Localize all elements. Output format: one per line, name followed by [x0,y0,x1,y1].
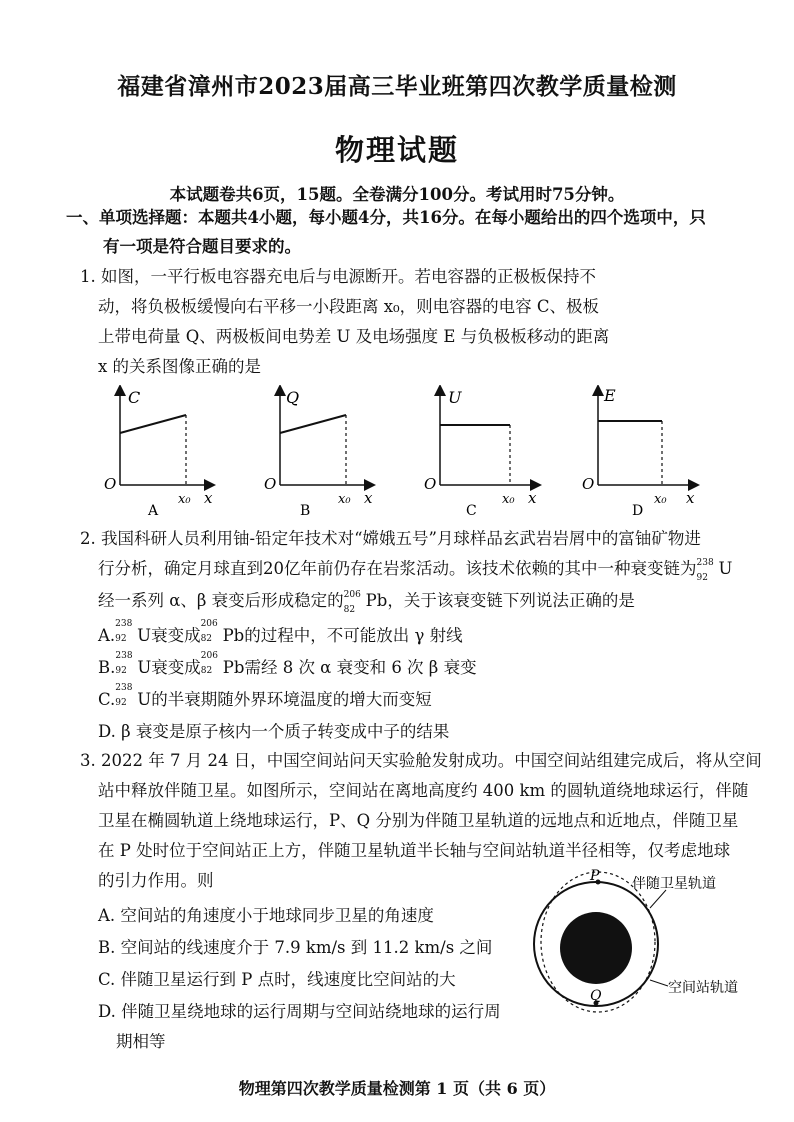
graph-b-xlabel: x [364,489,373,507]
graph-c-x0: x₀ [502,492,515,507]
q3-option-d[interactable]: D. 伴随卫星绕地球的运行周期与空间站绕地球的运行周 [98,1002,501,1021]
graph-a-xlabel: x [204,489,213,507]
graph-c-xlabel: x [528,489,537,507]
graph-b-ylabel: Q [286,388,300,407]
graph-a-ylabel: C [128,388,141,407]
graph-b-origin: O [264,475,277,493]
q3-option-c[interactable]: C. 伴随卫星运行到 P 点时，线速度比空间站的大 [98,970,456,989]
subject-title: 物理试题 [334,133,459,167]
q3-option-a[interactable]: A. 空间站的角速度小于地球同步卫星的角速度 [98,906,434,925]
q3-line: 3. 2022 年 7 月 24 日，中国空间站问天实验舱发射成功。中国空间站组建完成后，将从空间 [80,751,762,770]
orbit-figure [528,868,778,1038]
graph-c-origin: O [424,475,437,493]
q3-line: 卫星在椭圆轨道上绕地球运行，P、Q 分别为伴随卫星轨道的远地点和近地点，伴随卫星 [98,811,739,830]
graph-c-ylabel: U [448,388,462,407]
graph-a-x0: x₀ [178,492,191,507]
graph-a-origin: O [104,475,117,493]
label-station-orbit: 空间站轨道 [668,980,738,996]
q1-graphs [100,385,740,525]
q2-option-a[interactable]: A. 238 92 U衰变成 206 82 Pb的过程中，不可能放出 γ 射线 [98,619,463,645]
q3-line: 站中释放伴随卫星。如图所示，空间站在离地高度约 400 km 的圆轨道绕地球运行，伴随 [98,781,749,800]
label-p: P [590,868,600,884]
q2-option-c[interactable]: C. 238 92 U的半衰期随外界环境温度的增大而变短 [98,683,432,709]
graph-a-option: A [148,503,159,519]
exam-info: 本试题卷共6页，15题。全卷满分100分。考试用时75分钟。 [169,185,625,204]
graph-a[interactable] [104,388,213,519]
graph-b-x0: x₀ [338,492,351,507]
graph-d-xlabel: x [686,489,695,507]
page-footer: 物理第四次教学质量检测第 1 页（共 6 页） [238,1079,556,1098]
q2-line: 行分析，确定月球直到20亿年前仍存在岩浆活动。该技术依赖的其中一种衰变链为 238 92 U [98,558,733,583]
q3-line: 的引力作用。则 [98,871,214,890]
graph-c-option: C [466,503,477,519]
q3-option-d-cont: 期相等 [116,1032,166,1051]
q3-option-b[interactable]: B. 空间站的线速度介于 7.9 km/s 到 11.2 km/s 之间 [98,938,493,957]
graph-d-ylabel: E [604,386,616,405]
q2-option-d[interactable]: D. β 衰变是原子核内一个质子转变成中子的结果 [98,722,450,741]
q1-line: 动，将负极板缓慢向右平移一小段距离 x₀，则电容器的电容 C、极板 [98,297,600,316]
graph-b[interactable] [264,388,373,519]
q2-line: 2. 我国科研人员利用铀-铅定年技术对“嫦娥五号”月球样品玄武岩岩屑中的富铀矿物进 [80,529,701,548]
graph-b-option: B [300,503,311,519]
label-satellite-orbit: 伴随卫星轨道 [632,876,716,892]
section-heading-cont: 有一项是符合题目要求的。 [103,237,301,256]
earth [560,912,632,984]
q2-option-b[interactable]: B. 238 92 U衰变成 206 82 Pb需经 8 次 α 衰变和 6 次 β 衰变 [98,651,477,677]
graph-c[interactable] [424,388,537,519]
graph-d[interactable] [582,386,695,519]
graph-d-origin: O [582,475,595,493]
q1-line: x 的关系图像正确的是 [98,357,262,376]
nuclide-pb206: 206 82 [343,590,361,615]
label-q: Q [590,988,602,1004]
q1-line: 1. 如图，一平行板电容器充电后与电源断开。若电容器的正极板保持不 [80,267,596,286]
q3-line: 在 P 处时位于空间站正上方，伴随卫星轨道半长轴与空间站轨道半径相等，仅考虑地球 [98,841,731,860]
q2-line: 经一系列 α、β 衰变后形成稳定的 206 82 Pb，关于该衰变链下列说法正确的是 [98,590,635,615]
graph-d-x0: x₀ [654,492,667,507]
q2-line2-text: 行分析，确定月球直到20亿年前仍存在岩浆活动。该技术依赖的其中一种衰变链为 [98,559,697,578]
q1-line: 上带电荷量 Q、两极板间电势差 U 及电场强度 E 与负极板移动的距离 [98,327,610,346]
exam-title: 福建省漳州市2023届高三毕业班第四次教学质量检测 [117,73,677,100]
nuclide-u238: 238 92 [696,558,714,583]
section-heading: 一、单项选择题：本题共4小题，每小题4分，共16分。在每小题给出的四个选项中，只 [66,208,706,227]
graph-d-option: D [632,503,644,519]
